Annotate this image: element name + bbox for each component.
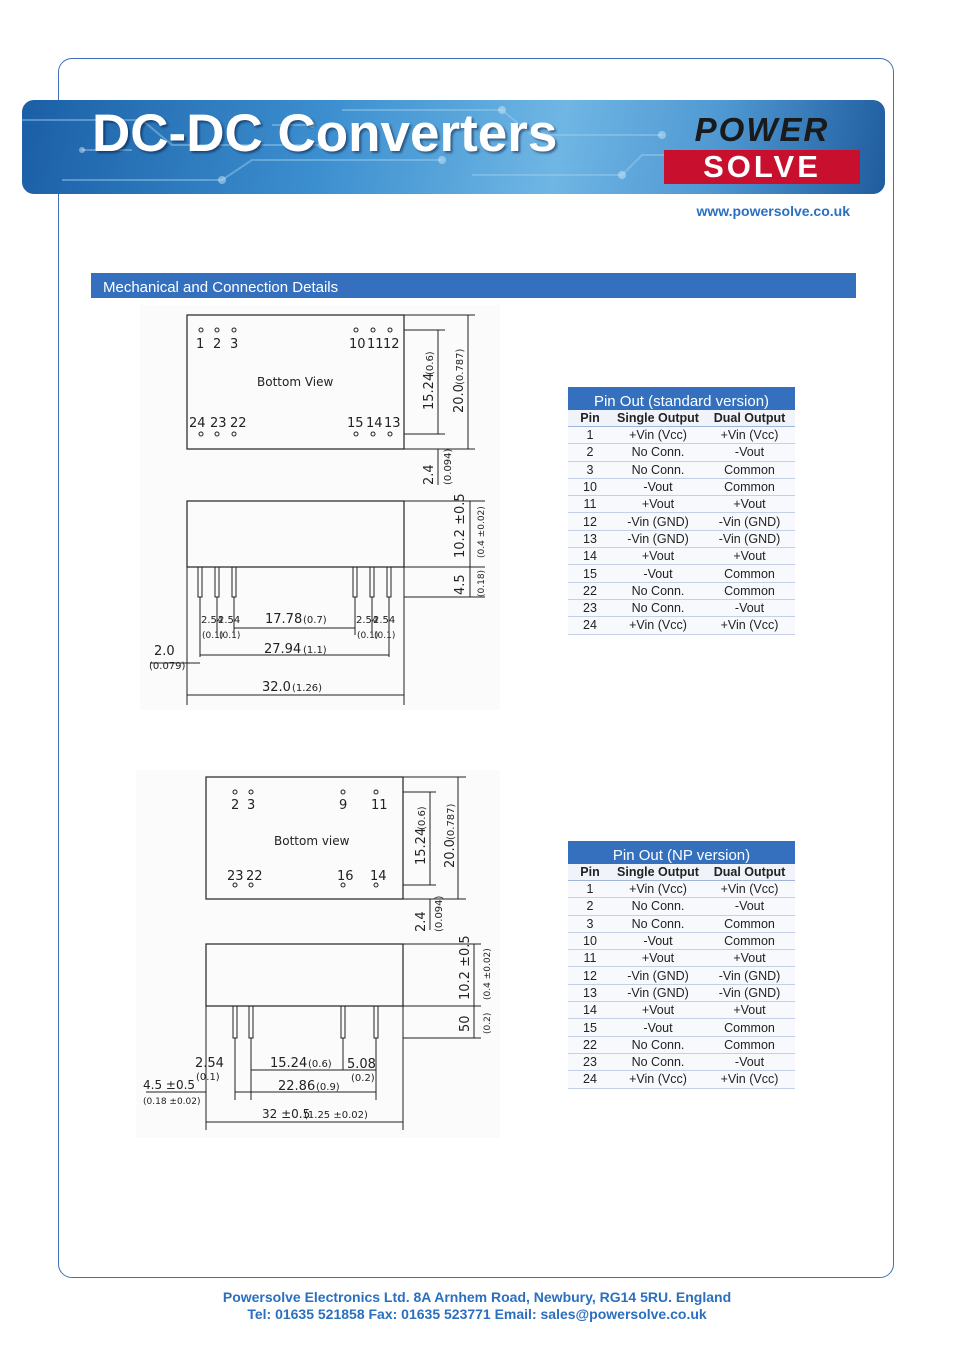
cell: -Vin (GND) [612,513,704,530]
pin-label: 14 [366,416,383,431]
svg-text:(0.787) [455,348,466,385]
cell: -Vin (GND) [704,513,795,530]
cell: 3 [568,461,612,478]
dim-label: (1.1) [303,645,327,656]
cell: Common [704,565,795,582]
cell: 13 [568,984,612,1001]
dim-label: 15.24 [422,372,437,410]
dim-label: (0.2) [351,1073,375,1084]
cell: 11 [568,950,612,967]
table-row [568,1053,795,1070]
cell: -Vout [612,1019,704,1036]
cell: -Vin (GND) [612,984,704,1001]
mechanical-drawing-np [136,770,500,1138]
svg-text:(0.2) [483,1013,493,1034]
dim-label: (0.6) [308,1059,332,1070]
svg-text:2.4 [422,464,437,485]
dim-label: (0.2) [483,1012,493,1034]
table-row [568,599,795,616]
table-row [568,881,795,898]
cell: +Vin (Vcc) [612,617,704,634]
section-title: Mechanical and Connection Details [91,273,856,298]
cell: +Vin (Vcc) [612,881,704,898]
svg-text:(0.6) [425,351,436,375]
dim-label: 5.08 [347,1057,376,1072]
dim-label: (0.787) [446,803,457,840]
dim-label: 2.54 [373,615,396,626]
pin-label: 11 [367,337,384,352]
dim-label: (0.1) [374,631,396,641]
dim-label: 32.0 [262,680,291,695]
svg-text:(0.094) [434,895,445,932]
pin-label: 1 [196,337,205,352]
footer-address: Powersolve Electronics Ltd. 8A Arnhem Road, Newbury, RG14 5RU. England [222,1289,732,1305]
dim-label: 15.24 [414,827,429,865]
table-row [568,932,795,949]
dim-label: (0.18 ±0.02) [143,1097,201,1107]
column-header: Dual Output [704,410,795,427]
dim-label: (0.1) [196,1072,220,1083]
pin-label: 22 [246,869,263,884]
pin-label: 16 [337,869,354,884]
cell: 15 [568,565,612,582]
cell: 1 [568,881,612,898]
cell: No Conn. [612,898,704,915]
dim-label: (0.18) [477,569,487,597]
website-link[interactable]: www.powersolve.co.uk [696,203,850,219]
dim-label: 2.54 [356,615,379,626]
svg-text:10.2 ±0.5 [453,493,468,558]
cell: -Vin (GND) [704,984,795,1001]
table-row [568,1019,795,1036]
svg-text:20.0 [452,384,467,413]
cell: No Conn. [612,1036,704,1053]
cell: Common [704,1036,795,1053]
dim-label: 20.0 [452,384,467,413]
dim-label: (0.9) [316,1082,340,1093]
cell: 24 [568,1071,612,1088]
svg-text:10.2 ±0.5 [458,935,473,1000]
cell: +Vin (Vcc) [704,427,795,444]
pin-label: 24 [189,416,206,431]
cell: +Vout [612,496,704,513]
table-row [568,1071,795,1088]
pin-label: 10 [349,337,366,352]
dim-label: (0.1) [202,631,224,641]
table-row [568,950,795,967]
cell: 1 [568,427,612,444]
cell: 2 [568,898,612,915]
view-label: Bottom view [274,834,350,848]
cell: 22 [568,582,612,599]
dim-label: 32 ±0.5 [262,1107,311,1121]
cell: +Vout [704,548,795,565]
svg-text:4.5 [453,574,468,595]
dim-label: (0.094) [434,895,445,932]
dim-label: (0.6) [425,351,436,375]
pinout-table-standard [568,387,795,635]
column-header: Pin [568,410,612,427]
cell: 3 [568,915,612,932]
svg-text:(0.18) [477,570,487,597]
cell: -Vout [704,599,795,616]
svg-text:20.0 [443,839,458,868]
dim-label: 15.24 [270,1056,308,1071]
dim-label: 2.4 [422,464,437,485]
dim-label: (0.4 ±0.02) [483,948,493,1000]
table-row [568,1002,795,1019]
cell: +Vout [704,496,795,513]
pin-label: 13 [384,416,401,431]
table-row [568,565,795,582]
mechanical-drawing-standard [140,305,500,710]
pin-label: 9 [339,798,348,813]
dim-label: (0.079) [149,661,186,672]
cell: No Conn. [612,1053,704,1070]
table-row [568,530,795,547]
cell: -Vin (GND) [612,530,704,547]
table-row [568,444,795,461]
cell: +Vin (Vcc) [704,881,795,898]
svg-text:15.24 [422,373,437,410]
pin-label: 3 [230,337,239,352]
dim-label: (0.7) [303,615,327,626]
cell: -Vin (GND) [612,967,704,984]
cell: Common [704,582,795,599]
pin-label: 11 [371,798,388,813]
cell: No Conn. [612,582,704,599]
cell: 23 [568,1053,612,1070]
cell: -Vout [612,478,704,495]
cell: +Vin (Vcc) [612,1071,704,1088]
dim-label: 2.54 [195,1056,224,1071]
cell: -Vout [704,1053,795,1070]
pin-label: 12 [383,337,400,352]
cell: +Vin (Vcc) [704,1071,795,1088]
table-row [568,898,795,915]
pin-label: 2 [213,337,222,352]
table-row [568,915,795,932]
cell: 24 [568,617,612,634]
cell: +Vin (Vcc) [704,617,795,634]
cell: 13 [568,530,612,547]
cell: No Conn. [612,915,704,932]
cell: 23 [568,599,612,616]
cell: 10 [568,478,612,495]
dim-label: 4.5 ±0.5 [143,1078,196,1092]
svg-text:15.24 [414,828,429,865]
dim-label: 2.54 [201,615,224,626]
cell: Common [704,915,795,932]
table-row [568,427,795,444]
pin-label: 22 [230,416,247,431]
dim-label: (0.1) [219,631,241,641]
logo-top-text: POWER [694,111,830,148]
table-row [568,548,795,565]
cell: 12 [568,967,612,984]
cell: 10 [568,932,612,949]
svg-text:50 [458,1015,473,1032]
column-header: Dual Output [704,864,795,881]
dim-label: (0.4 ±0.02) [477,506,487,558]
pin-label: 15 [347,416,364,431]
cell: -Vin (GND) [704,530,795,547]
cell: -Vout [704,444,795,461]
dim-label: 10.2 ±0.5 [453,493,468,558]
pin-label: 2 [231,798,240,813]
table-row [568,1036,795,1053]
svg-text:2.4 [414,911,429,932]
dim-label: 2.4 [414,911,429,932]
dim-label: (0.787) [455,348,466,385]
column-header: Pin [568,864,612,881]
page-title: DC-DC Converters [92,104,558,163]
cell: Common [704,932,795,949]
table-row [568,984,795,1001]
cell: +Vin (Vcc) [612,427,704,444]
cell: 14 [568,548,612,565]
pin-label: 3 [247,798,256,813]
cell: +Vout [612,1002,704,1019]
pin-label: 23 [210,416,227,431]
dim-label: 2.54 [218,615,241,626]
pin-label: 23 [227,869,244,884]
table-row [568,496,795,513]
cell: 14 [568,1002,612,1019]
dim-label: 2.0 [154,644,175,659]
cell: 2 [568,444,612,461]
cell: +Vout [704,950,795,967]
table-row [568,967,795,984]
table-row [568,461,795,478]
dim-label: 50 [458,1015,473,1032]
column-header: Single Output [612,410,704,427]
cell: 12 [568,513,612,530]
svg-text:(0.4 ±0.02) [483,948,493,1000]
dim-label: (1.26) [292,683,323,694]
table-row [568,478,795,495]
cell: Common [704,478,795,495]
cell: +Vout [612,548,704,565]
cell: Common [704,1019,795,1036]
dim-label: (0.094) [443,448,454,485]
dim-label: (0.6) [417,806,428,830]
cell: +Vout [612,950,704,967]
svg-text:(0.094) [443,448,454,485]
dim-label: (1.25 ±0.02) [304,1110,368,1121]
svg-text:(0.6) [417,806,428,830]
cell: +Vout [704,1002,795,1019]
cell: -Vout [704,898,795,915]
table-title: Pin Out (NP version) [568,841,795,864]
dim-label: 27.94 [264,642,302,657]
cell: 22 [568,1036,612,1053]
cell: No Conn. [612,599,704,616]
svg-text:(0.787) [446,803,457,840]
column-header: Single Output [612,864,704,881]
powersolve-logo [664,112,860,184]
pin-label: 14 [370,869,387,884]
cell: No Conn. [612,461,704,478]
dim-label: 20.0 [443,839,458,868]
table-row [568,513,795,530]
cell: 11 [568,496,612,513]
table-title: Pin Out (standard version) [568,387,795,410]
dim-label: 17.78 [265,612,303,627]
cell: -Vout [612,565,704,582]
logo-bottom-text: SOLVE [664,150,860,184]
cell: Common [704,461,795,478]
footer-contact: Tel: 01635 521858 Fax: 01635 523771 Email: sales@powersolve.co.uk [247,1306,707,1322]
cell: 15 [568,1019,612,1036]
table-row [568,582,795,599]
cell: No Conn. [612,444,704,461]
dim-label: 10.2 ±0.5 [458,935,473,1000]
svg-text:(0.4 ±0.02) [477,506,487,558]
cell: -Vin (GND) [704,967,795,984]
view-label: Bottom View [257,375,334,389]
pinout-table-np [568,841,795,1089]
cell: -Vout [612,932,704,949]
dim-label: (0.1) [357,631,379,641]
table-row [568,617,795,634]
dim-label: 22.86 [278,1079,316,1094]
dim-label: 4.5 [453,574,468,595]
